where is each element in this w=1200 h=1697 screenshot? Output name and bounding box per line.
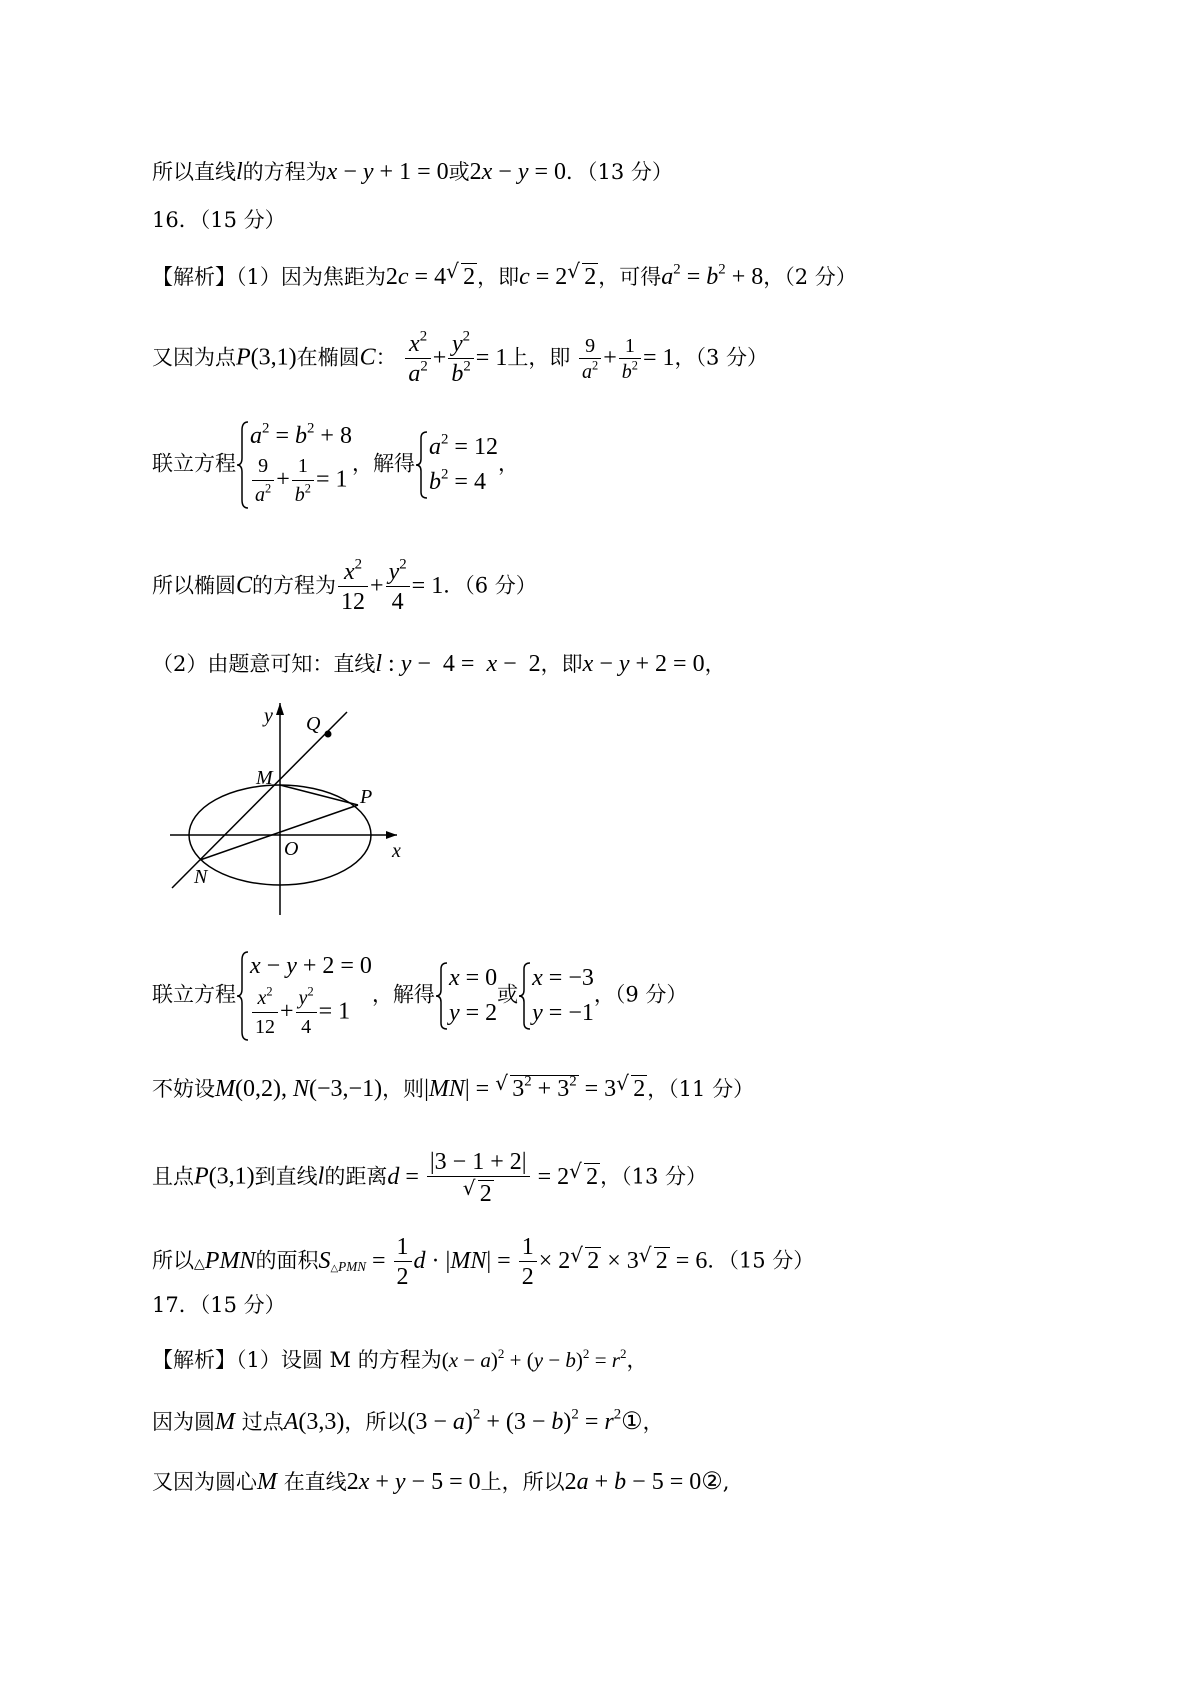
solution-part1-system: 联立方程 $a^2 = b^2 + 8$ $\frac{9}{a^2}$ + $\frac{1}{b^2}$ = 1 ，解得 $a^2 = 12$ $b^2 = 4$ ， xyxy=(152,420,519,510)
solution-part2-system: 联立方程 x − y + 2 = 0 $\frac{x^2}{12}$ + $\frac{y^2}{4}$ = 1 ，解得 x = 0 y = 2 或 x = −3 y = −1 ，（9 分） xyxy=(152,950,687,1042)
math: 2a + b − 5 = 0② xyxy=(564,1469,723,1495)
y-axis-arrow-icon xyxy=(276,703,284,715)
math: P(3,1) xyxy=(236,344,297,371)
point-q xyxy=(325,731,332,738)
math: $S_{\triangle PMN}$ = $\frac{1}{2}$ d · |MN| = $\frac{1}{2}$ × 2√ 2 × 3√ 2 = 6 xyxy=(318,1248,707,1274)
math: $\frac{9}{a^2}$ + $\frac{1}{b^2}$ = 1 xyxy=(577,345,675,371)
equation-system: x − y + 2 = 0 $\frac{x^2}{12}$ + $\frac{y^2}{4}$ = 1 xyxy=(236,950,372,1042)
label-p: P xyxy=(360,786,373,808)
equation-system: $a^2 = b^2 + 8$ $\frac{9}{a^2}$ + $\frac{1}{b^2}$ = 1 xyxy=(236,420,352,510)
label-x: x xyxy=(392,840,401,862)
solution-part2-mn: 不妨设M(0,2), N(−3,−1)，则|MN| = √ $3^2 + 3^2 = 3√$ 2，（11 分） xyxy=(152,1075,754,1101)
math: △PMN xyxy=(194,1247,256,1274)
brace-icon xyxy=(415,430,429,500)
label-origin: O xyxy=(284,838,299,860)
math: P(3,1) xyxy=(194,1163,255,1190)
label-y: y xyxy=(264,705,273,727)
math: l xyxy=(236,159,243,185)
math: d = |3 − 1 + 2| √ 2 = 2√ 2 xyxy=(387,1164,600,1190)
math: M(0,2), N(−3,−1) xyxy=(215,1076,383,1102)
math: $a^2 = b^2 + 8$ xyxy=(661,261,764,290)
math: x − y + 2 = 0 xyxy=(582,651,705,677)
math: C xyxy=(359,344,376,371)
math: $(3 - a)^2 + (3 - b)^2$ = $r^2①$ xyxy=(407,1406,643,1435)
equation-system: x = −3 y = −1 xyxy=(518,961,594,1031)
math: l : y − 4 = x − 2 xyxy=(375,651,541,677)
text-line-1: 所以直线l的方程为x − y + 1 = 0或2x − y = 0．（13 分） xyxy=(152,159,673,185)
solution-part1-result: 所以椭圆C的方程为 $\frac{x^2}{12}$ + $\frac{y^2}{4}$ = 1．（6 分） xyxy=(152,556,537,615)
math: 2x + y − 5 = 0 xyxy=(346,1469,481,1495)
math: |MN| = √ $3^2 + 3^2 = 3√$ 2 xyxy=(424,1076,647,1102)
math: M xyxy=(257,1469,277,1495)
math: C xyxy=(236,572,253,599)
question-16-header: 16．（15 分） xyxy=(152,208,286,232)
line-l xyxy=(172,712,347,888)
solution-part2-area: 所以△PMN的面积$S_{\triangle PMN}$ = $\frac{1}{2}$ d · |MN| = $\frac{1}{2}$ × 2√ 2 × 3√ 2 = 6．（15 分） xyxy=(152,1235,814,1289)
brace-icon xyxy=(236,420,250,510)
equation-system: x = 0 y = 2 xyxy=(435,961,497,1031)
label-m: M xyxy=(256,767,273,789)
math: x − y + 1 = 0 xyxy=(326,159,449,185)
math: 2c = 4√ 2 xyxy=(386,264,477,290)
math: A(3,3) xyxy=(283,1409,345,1435)
math: $(x - a)^2 + (y - b)^2 = r^2$ xyxy=(441,1345,627,1372)
math: $\frac{x^2}{12}$ + $\frac{y^2}{4}$ = 1 xyxy=(336,573,443,599)
math: c = 2√ 2 xyxy=(519,264,598,290)
math: 2x − y = 0 xyxy=(469,159,567,185)
question-17-header: 17．（15 分） xyxy=(152,1293,286,1317)
segment-mp xyxy=(280,785,358,805)
segment-np xyxy=(200,805,358,860)
math: l xyxy=(317,1163,325,1190)
solution-part1-line2: 又因为点P(3,1)在椭圆C： $\frac{x^2}{a^2}$ + $\frac{y^2}{b^2}$ = 1上，即 $\frac{9}{a^2}$ + $\frac{1}{b^2}$ = 1，（3 分） xyxy=(152,328,769,387)
ellipse-line-diagram xyxy=(152,695,412,915)
x-axis-arrow-icon xyxy=(386,831,397,839)
brace-icon xyxy=(518,961,532,1031)
solution-part1-line1: 【解析】（1）因为焦距为2c = 4√ 2，即c = 2√ 2，可得$a^2 = b^2 + 8$，（2 分） xyxy=(152,263,857,289)
math: $\frac{x^2}{a^2}$ + $\frac{y^2}{b^2}$ = 1 xyxy=(403,345,507,371)
solution-17-line3: 又因为圆心M 在直线2x + y − 5 = 0上，所以2a + b − 5 = 0②, xyxy=(152,1469,730,1495)
label-q: Q xyxy=(306,713,321,735)
solution-17-line2: 因为圆M 过点A(3,3)，所以$(3 - a)^2 + (3 - b)^2$ = $r^2①$， xyxy=(152,1406,664,1435)
equation-system: $a^2 = 12$ $b^2 = 4$ xyxy=(415,430,498,500)
brace-icon xyxy=(236,950,250,1042)
solution-17-line1: 【解析】（1）设圆 M 的方程为$(x - a)^2 + (y - b)^2 = r^2$， xyxy=(152,1345,648,1372)
brace-icon xyxy=(435,961,449,1031)
math: M xyxy=(215,1409,235,1435)
label-n: N xyxy=(194,866,208,888)
solution-part2-distance: 且点P(3,1)到直线l的距离d = |3 − 1 + 2| √ 2 = 2√ 2，（13 分） xyxy=(152,1150,707,1206)
solution-part2-line1: （2）由题意可知：直线l : y − 4 = x − 2，即x − y + 2 = 0， xyxy=(152,651,726,677)
